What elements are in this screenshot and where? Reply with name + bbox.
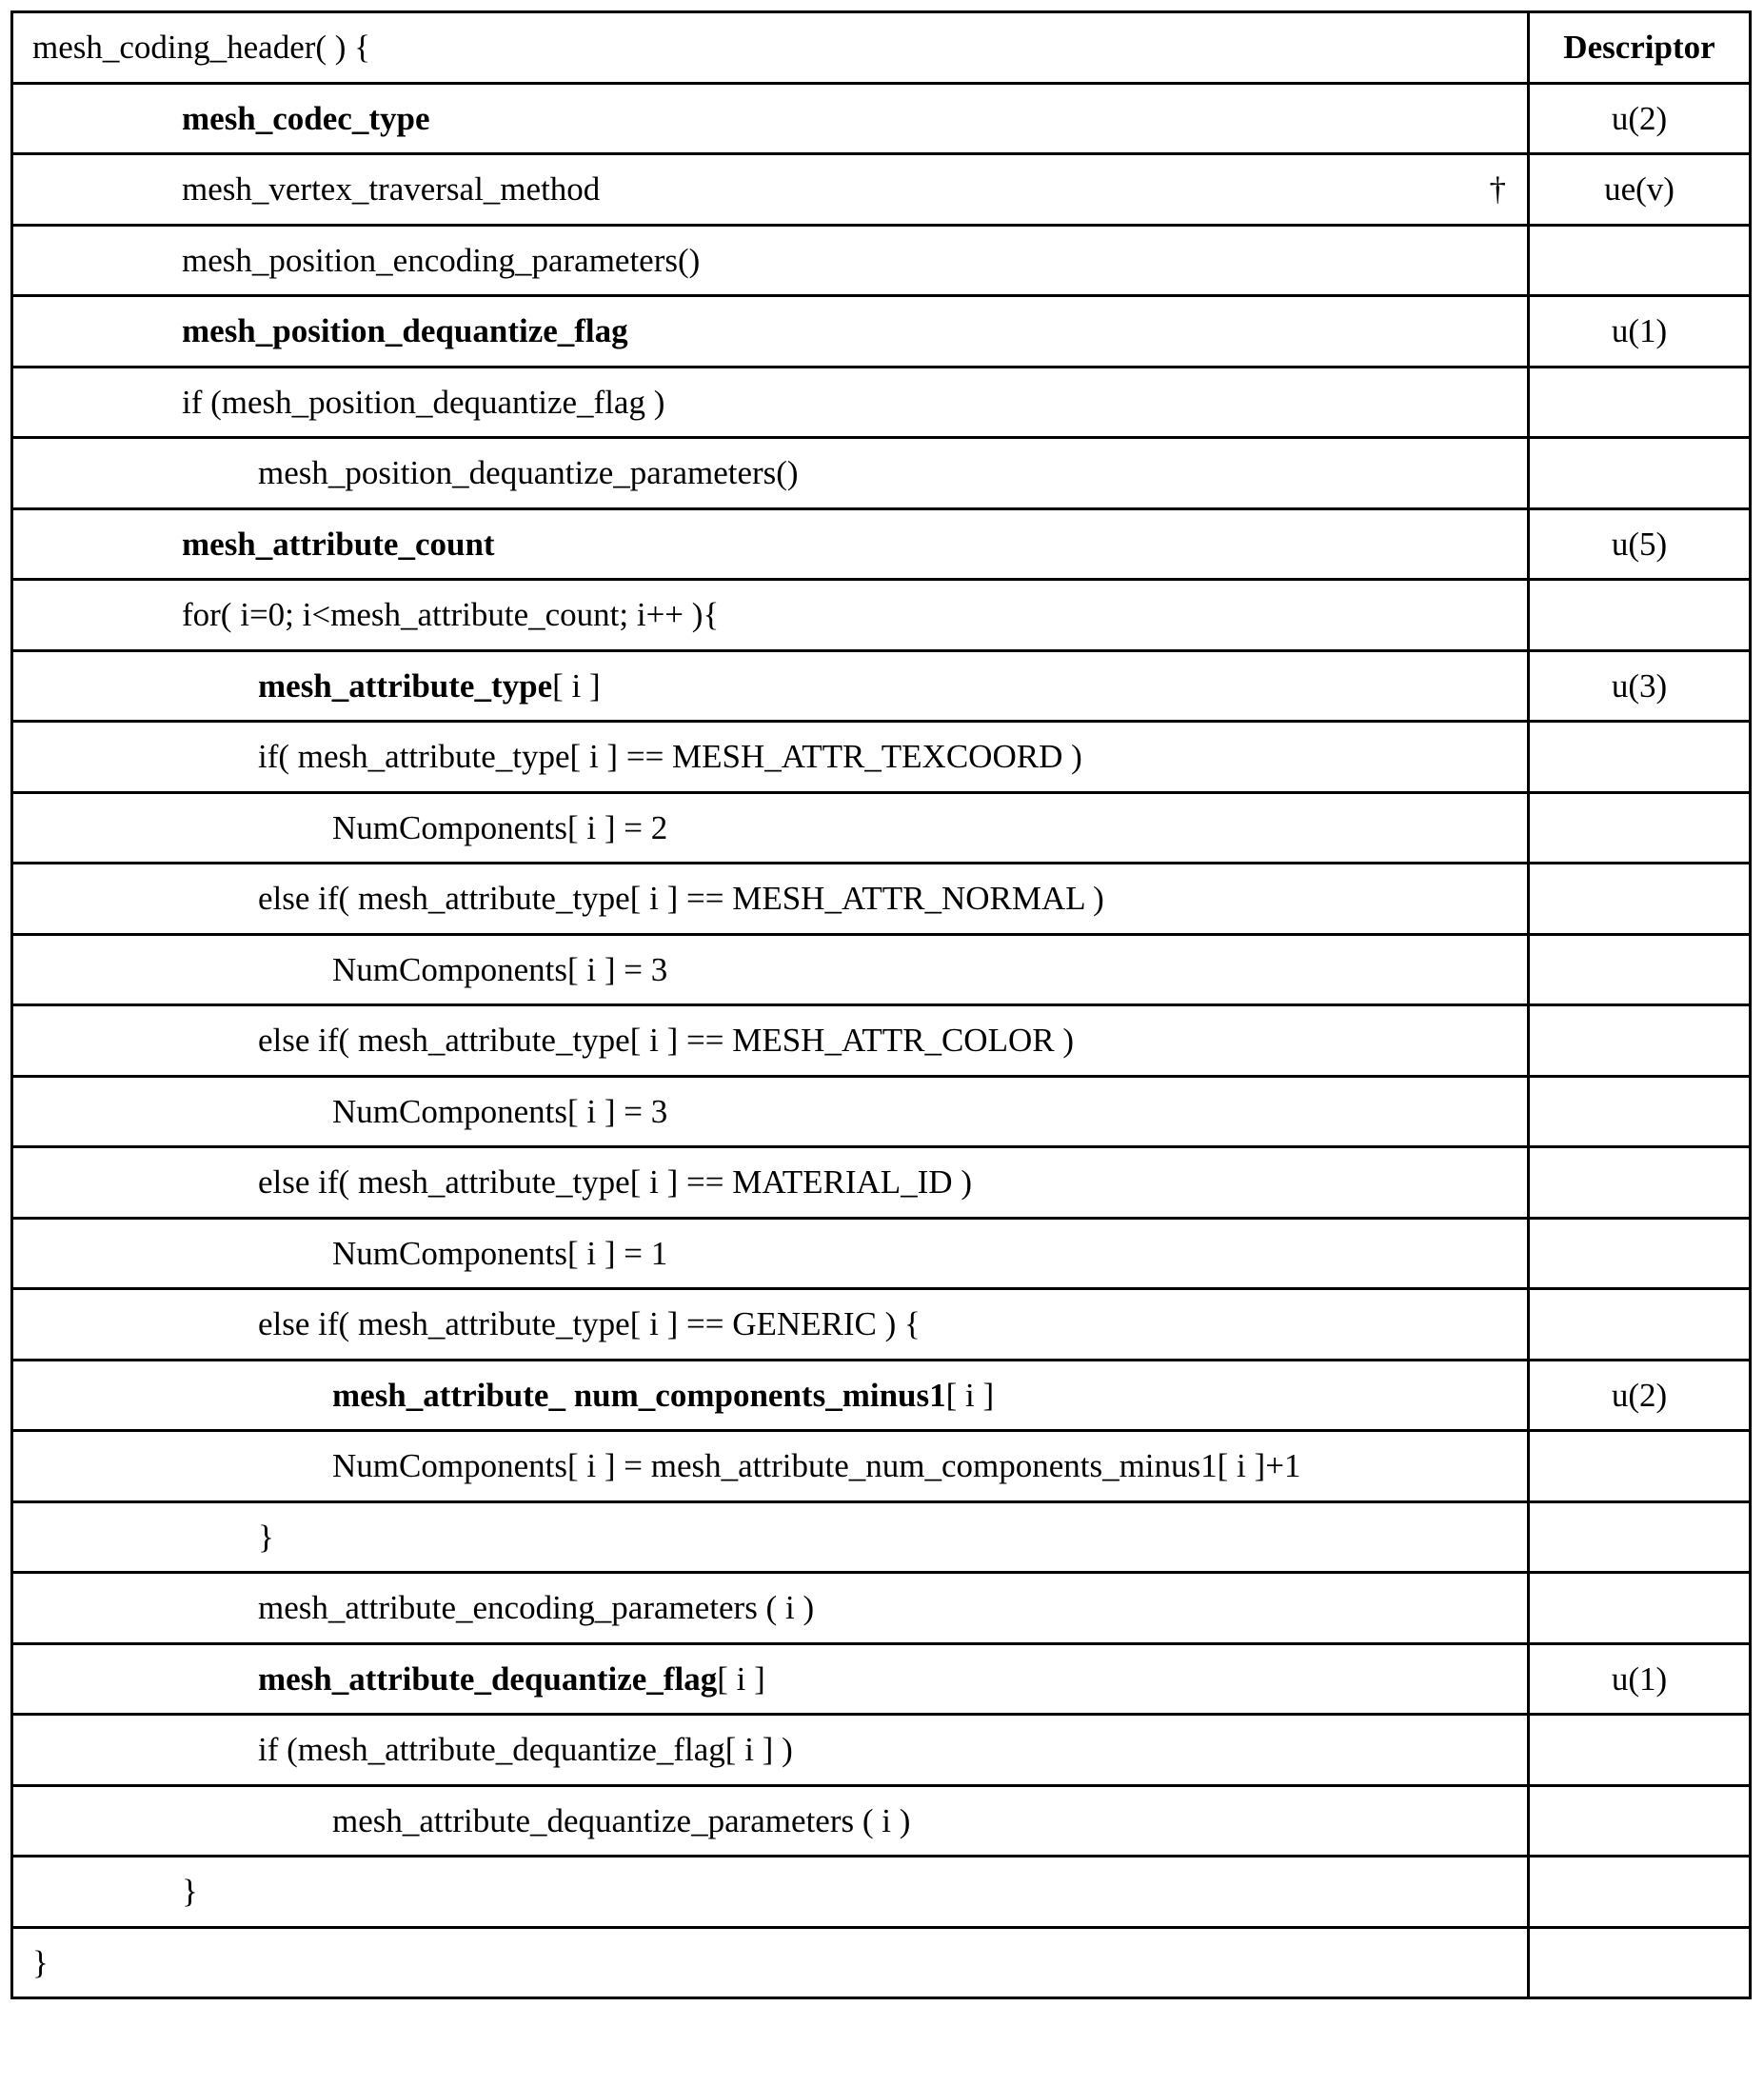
descriptor-cell <box>1529 225 1751 296</box>
syntax-code: mesh_attribute_encoding_parameters ( i ) <box>258 1589 814 1626</box>
descriptor-cell <box>1529 792 1751 864</box>
syntax-code: mesh_position_encoding_parameters() <box>182 242 700 279</box>
descriptor-cell <box>1529 1927 1751 1998</box>
table-row <box>12 1005 1751 1077</box>
syntax-element-name: mesh_position_dequantize_flag <box>182 312 628 349</box>
syntax-code: if (mesh_position_dequantize_flag ) <box>182 384 664 421</box>
table-row <box>12 1147 1751 1219</box>
descriptor-value: ue(v) <box>1604 155 1675 206</box>
descriptor-cell <box>1529 1643 1751 1715</box>
syntax-text <box>258 1023 1074 1057</box>
syntax-text <box>258 669 601 703</box>
table-row <box>12 154 1751 226</box>
syntax-code: if( mesh_attribute_type[ i ] == MESH_ATTR_TEXCOORD ) <box>258 738 1082 775</box>
syntax-cell <box>12 154 1529 226</box>
syntax-cell <box>12 650 1529 722</box>
descriptor-cell <box>1529 722 1751 793</box>
syntax-code: [ i ] <box>946 1377 995 1414</box>
descriptor-cell <box>1529 1857 1751 1928</box>
table-row <box>12 508 1751 580</box>
descriptor-cell <box>1529 154 1751 226</box>
syntax-cell <box>12 1218 1529 1289</box>
syntax-code: for( i=0; i<mesh_attribute_count; i++ ){ <box>182 596 719 633</box>
table-row <box>12 792 1751 864</box>
syntax-text <box>182 598 719 631</box>
syntax-cell <box>12 1147 1529 1219</box>
syntax-cell <box>12 1431 1529 1502</box>
syntax-title: mesh_coding_header( ) { <box>32 30 370 64</box>
syntax-text <box>182 314 628 348</box>
syntax-header-cell <box>12 12 1529 84</box>
table-row <box>12 1218 1751 1289</box>
descriptor-cell <box>1529 1147 1751 1219</box>
descriptor-cell <box>1529 1360 1751 1431</box>
syntax-code: } <box>32 1944 49 1981</box>
syntax-text <box>332 811 667 844</box>
syntax-cell <box>12 1857 1529 1928</box>
syntax-code: NumComponents[ i ] = 2 <box>332 809 667 846</box>
syntax-code: else if( mesh_attribute_type[ i ] == MESH_ATTR_COLOR ) <box>258 1022 1074 1059</box>
syntax-cell <box>12 1927 1529 1998</box>
descriptor-cell <box>1529 1005 1751 1077</box>
descriptor-cell <box>1529 438 1751 509</box>
syntax-text <box>258 1520 274 1554</box>
syntax-text <box>332 1095 667 1128</box>
table-row <box>12 1927 1751 1998</box>
syntax-text <box>182 527 495 561</box>
descriptor-cell <box>1529 1715 1751 1786</box>
syntax-text <box>258 1307 921 1341</box>
syntax-cell <box>12 1715 1529 1786</box>
syntax-code: mesh_attribute_dequantize_parameters ( i ) <box>332 1802 910 1839</box>
table-row <box>12 1289 1751 1361</box>
descriptor-cell <box>1529 508 1751 580</box>
syntax-cell <box>12 1785 1529 1857</box>
table-row <box>12 1715 1751 1786</box>
syntax-text <box>332 1449 1300 1482</box>
syntax-text <box>182 386 664 419</box>
syntax-code: else if( mesh_attribute_type[ i ] == MATERIAL_ID ) <box>258 1163 972 1201</box>
syntax-code: NumComponents[ i ] = 1 <box>332 1235 667 1272</box>
descriptor-header-cell <box>1529 12 1751 84</box>
table-row <box>12 1360 1751 1431</box>
syntax-text <box>258 1662 765 1696</box>
syntax-cell <box>12 508 1529 580</box>
syntax-element-name: mesh_codec_type <box>182 100 430 137</box>
table-row <box>12 1785 1751 1857</box>
syntax-cell <box>12 438 1529 509</box>
table-row <box>12 438 1751 509</box>
syntax-cell <box>12 580 1529 651</box>
syntax-text <box>332 1804 910 1838</box>
syntax-cell <box>12 225 1529 296</box>
descriptor-value: u(3) <box>1612 652 1667 703</box>
syntax-cell <box>12 1360 1529 1431</box>
table-row <box>12 1076 1751 1147</box>
syntax-text <box>182 244 700 277</box>
syntax-text <box>258 1733 793 1766</box>
syntax-text <box>332 1237 667 1270</box>
table-row <box>12 367 1751 438</box>
table-row <box>12 296 1751 368</box>
syntax-text <box>182 1875 198 1908</box>
syntax-cell <box>12 1076 1529 1147</box>
syntax-code: NumComponents[ i ] = 3 <box>332 1093 667 1130</box>
descriptor-cell <box>1529 83 1751 154</box>
syntax-text <box>258 456 799 489</box>
syntax-text <box>332 953 667 986</box>
descriptor-value: u(2) <box>1612 1361 1667 1412</box>
table-row <box>12 580 1751 651</box>
syntax-code: NumComponents[ i ] = 3 <box>332 951 667 988</box>
syntax-code: [ i ] <box>717 1660 765 1698</box>
syntax-cell <box>12 864 1529 935</box>
descriptor-value: u(1) <box>1612 1645 1667 1696</box>
syntax-text <box>258 882 1104 915</box>
descriptor-header: Descriptor <box>1563 13 1714 64</box>
descriptor-cell <box>1529 1218 1751 1289</box>
table-row <box>12 1643 1751 1715</box>
syntax-element-name: mesh_attribute_dequantize_flag <box>258 1660 717 1698</box>
syntax-code: else if( mesh_attribute_type[ i ] == MESH_ATTR_NORMAL ) <box>258 880 1104 917</box>
header-row <box>12 12 1751 84</box>
descriptor-cell <box>1529 1785 1751 1857</box>
syntax-cell <box>12 1573 1529 1644</box>
syntax-element-name: mesh_attribute_type <box>258 667 552 705</box>
descriptor-cell <box>1529 1289 1751 1361</box>
table-row <box>12 1431 1751 1502</box>
syntax-code: [ i ] <box>552 667 601 705</box>
syntax-cell <box>12 83 1529 154</box>
syntax-text <box>258 1165 972 1199</box>
syntax-text <box>182 172 600 206</box>
syntax-cell <box>12 1643 1529 1715</box>
descriptor-cell <box>1529 1501 1751 1573</box>
syntax-code: else if( mesh_attribute_type[ i ] == GENERIC ) { <box>258 1305 921 1342</box>
syntax-cell <box>12 792 1529 864</box>
syntax-code: } <box>182 1873 198 1910</box>
table-row <box>12 650 1751 722</box>
table-row <box>12 722 1751 793</box>
descriptor-cell <box>1529 650 1751 722</box>
syntax-cell <box>12 1005 1529 1077</box>
syntax-code: mesh_position_dequantize_parameters() <box>258 454 799 491</box>
descriptor-cell <box>1529 1431 1751 1502</box>
syntax-text <box>182 102 430 135</box>
table-row <box>12 1573 1751 1644</box>
syntax-text <box>258 1591 814 1624</box>
descriptor-cell <box>1529 934 1751 1005</box>
descriptor-cell <box>1529 864 1751 935</box>
table-row <box>12 864 1751 935</box>
syntax-table <box>10 10 1752 1999</box>
syntax-text <box>258 740 1082 773</box>
table-row <box>12 934 1751 1005</box>
descriptor-cell <box>1529 367 1751 438</box>
syntax-code: mesh_vertex_traversal_method <box>182 170 600 208</box>
syntax-cell <box>12 296 1529 368</box>
descriptor-cell <box>1529 580 1751 651</box>
descriptor-value: u(2) <box>1612 85 1667 135</box>
syntax-text <box>32 1946 49 1979</box>
syntax-cell <box>12 934 1529 1005</box>
syntax-cell <box>12 1289 1529 1361</box>
syntax-code: if (mesh_attribute_dequantize_flag[ i ] ) <box>258 1731 793 1768</box>
table-row <box>12 225 1751 296</box>
descriptor-value: u(5) <box>1612 510 1667 561</box>
syntax-element-name: mesh_attribute_ num_components_minus1 <box>332 1377 946 1414</box>
syntax-cell <box>12 1501 1529 1573</box>
syntax-cell <box>12 722 1529 793</box>
descriptor-value: u(1) <box>1612 297 1667 348</box>
syntax-element-name: mesh_attribute_count <box>182 526 495 563</box>
descriptor-cell <box>1529 296 1751 368</box>
descriptor-cell <box>1529 1573 1751 1644</box>
descriptor-cell <box>1529 1076 1751 1147</box>
table-row <box>12 1501 1751 1573</box>
dagger-mark: † <box>1490 172 1507 206</box>
syntax-code: NumComponents[ i ] = mesh_attribute_num_components_minus1[ i ]+1 <box>332 1447 1300 1484</box>
syntax-cell <box>12 367 1529 438</box>
table-row <box>12 1857 1751 1928</box>
table-row <box>12 83 1751 154</box>
syntax-code: } <box>258 1519 274 1556</box>
syntax-text <box>332 1379 994 1412</box>
